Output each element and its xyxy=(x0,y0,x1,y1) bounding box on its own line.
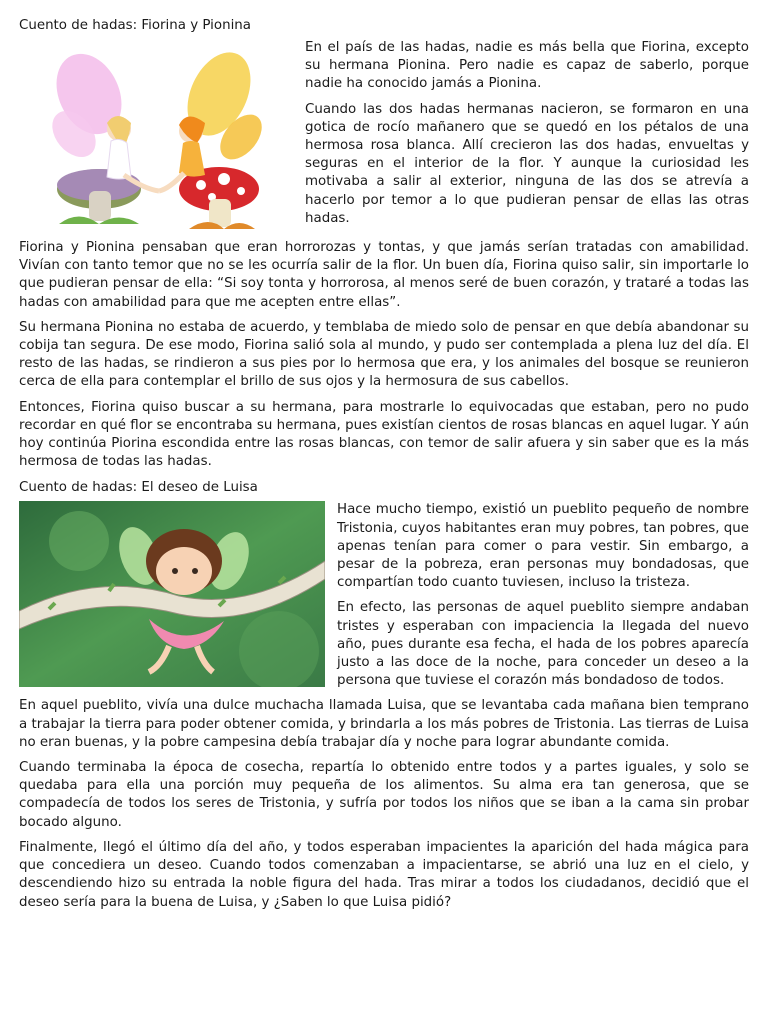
story2-paragraph: En aquel pueblito, vivía una dulce muchacha llamada Luisa, que se levantaba cada mañana bien temprano a trabajar la tierra para poder obtener comida, y brindarla a los más pobres de Tristonia. Las tierras de Luisa no eran buenas, y la pobre campesina debía trabajar día y noche para lograr abundante comida. xyxy=(19,698,749,750)
story1-paragraph: Su hermana Pionina no estaba de acuerdo, y temblaba de miedo solo de pensar en que debía abandonar su cobija tan segura. De ese modo, Fiorina salió sola al mundo, y pudo ser contemplada a plena luz del día. El resto de las hadas, se rindieron a sus pies por lo hermosa que era, y los animales del bosque se reunieron cerca de ella para contemplar el brillo de sus ojos y la hermosura de sus cabellos. xyxy=(19,319,749,390)
story2-paragraph: En efecto, las personas de aquel pueblito siempre andaban tristes y esperaban con impaciencia la llegada del nuevo año, pues durante esa fecha, el hada de los pobres aparecía justo a las doce de la noche, para conceder un deseo a la persona que tuviese el corazón más bondadoso de todos. xyxy=(337,600,749,689)
story1-title: Cuento de hadas: Fiorina y Pionina xyxy=(19,18,251,33)
fairy-on-branch-illustration xyxy=(19,501,325,687)
story1-paragraph: Fiorina y Pionina pensaban que eran horrorozas y tontas, y que jamás serían tratadas con amabilidad. Vivían con tanto temor que no se les ocurría salir de la flor. Un buen día, Fiorina quiso salir, sin importarle lo que pudieran pensar de ella: “Si soy tonta y horrorosa, al menos seré de buen corazón, y trataré a todas las hadas con amabilidad para que me acepten entre ellas”. xyxy=(19,240,749,310)
story2-paragraph: Cuando terminaba la época de cosecha, repartía lo obtenido entre todos y a partes iguales, y solo se quedaba para ella una porción muy pequeña de los alimentos. Su alma era tan generosa, que se compadecía de todos los seres de Tristonia, y sufría por todos los niños que se iban a la cama sin probar bocado alguno. xyxy=(19,760,749,830)
fairy-on-branch-image xyxy=(19,501,325,687)
story1-paragraph: En el país de las hadas, nadie es más bella que Fiorina, excepto su hermana Pionina. Pero nadie es capaz de saberlo, porque nadie ha conocido jamás a Pionina. xyxy=(305,40,749,92)
story2-title: Cuento de hadas: El deseo de Luisa xyxy=(19,480,258,496)
fairies-illustration xyxy=(19,39,289,235)
story2-paragraph: Finalmente, llegó el último día del año, y todos esperaban impacientes la aparición del hada mágica para que concediera un deseo. Cuando todos comenzaban a impacientarse, se abrió una luz en el cielo, y descendiendo hizo su entrada la noble figura del hada. Tras mirar a todos los ciudadanos, decidió que el deseo sería para la buena de Luisa, y ¿Saben lo que Luisa pidió? xyxy=(19,839,749,910)
story2-paragraph: Hace mucho tiempo, existió un pueblito pequeño de nombre Tristonia, cuyos habitantes eran muy pobres, tan pobres, que apenas tenían para comer o para vestir. Sin embargo, a pesar de la pobreza, eran personas muy bondadosas, que compartían todo cuanto tuviesen, incluso la tristeza. xyxy=(337,502,749,591)
story1-paragraph: Cuando las dos hadas hermanas nacieron, se formaron en una gotica de rocío mañanero que se quedó en los pétalos de una hermosa rosa blanca. Allí crecieron las dos hadas, envueltas y seguras en el interior de la flor. Y aunque la curiosidad les motivaba a salir al exterior, ninguna de las dos se atrevía a hacerlo por temor a lo que pudieran pensar de ellas las otras hadas. xyxy=(305,101,749,226)
story1-paragraph: Entonces, Fiorina quiso buscar a su hermana, para mostrarle lo equivocadas que estaban, pero no pudo recordar en qué flor se encontraba su hermana, pues existían cientos de rosas blancas en aquel lugar. Y aún hoy continúa Piorina escondida entre las rosas blancas, con temor de salir afuera y sin saber que es la más hermosa de todas las hadas. xyxy=(19,399,749,470)
fairies-on-mushrooms-image xyxy=(19,39,289,235)
